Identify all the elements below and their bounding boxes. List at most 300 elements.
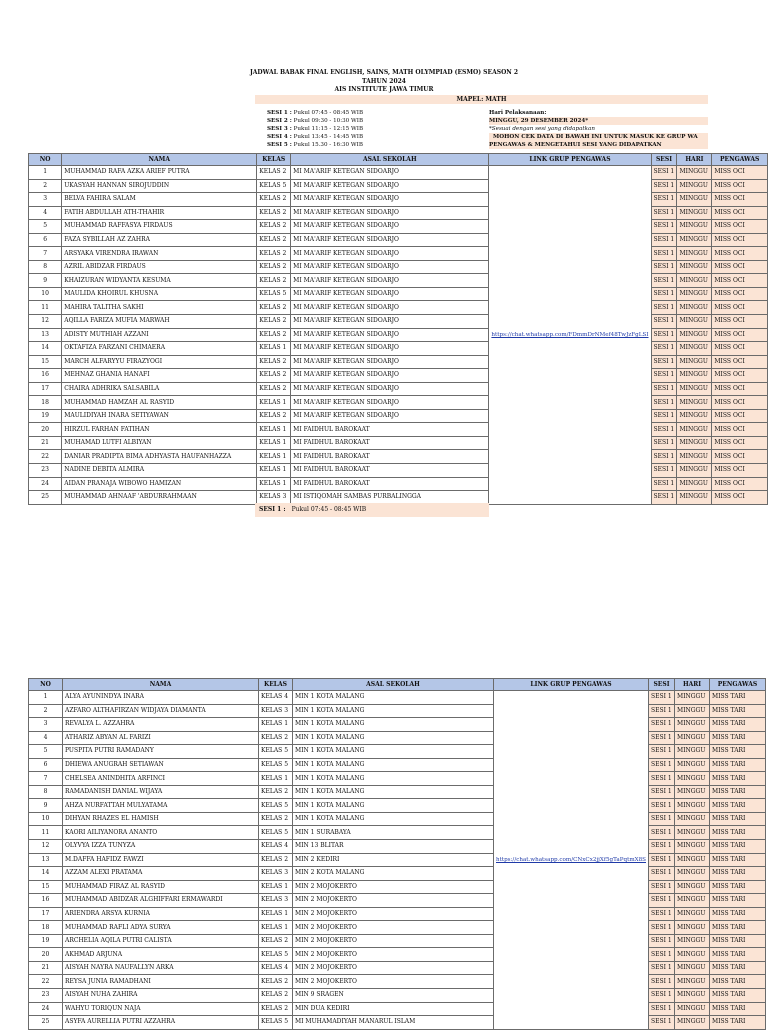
student-class: KELAS 2: [257, 409, 291, 423]
day-cell: MINGGU: [675, 975, 710, 989]
row-number: 3: [29, 193, 62, 207]
school-name: MIN 2 MOJOKERTO: [293, 907, 494, 921]
student-class: KELAS 2: [257, 382, 291, 396]
day-cell: MINGGU: [675, 853, 710, 867]
supervisor-cell: MISS OCI: [712, 328, 768, 342]
student-name: ALYA AYUNINDYA INARA: [63, 691, 259, 705]
supervisor-cell: MISS OCI: [712, 450, 768, 464]
school-name: MI FAIDHUL BAROKAAT: [291, 423, 489, 437]
table-row: [29, 328, 768, 342]
school-name: MI MA'ARIF KETEGAN SIDOARJO: [291, 328, 489, 342]
student-name: DIHYAN RHAZES EL HAMISH: [63, 812, 259, 826]
row-number: 14: [29, 867, 63, 881]
school-name: MIN 2 MOJOKERTO: [293, 934, 494, 948]
table-row: [29, 396, 768, 410]
table-row: [29, 206, 768, 220]
supervisor-cell: MISS OCI: [712, 206, 768, 220]
row-number: 9: [29, 274, 62, 288]
student-name: MUHAMMAD FIRAZ AL RASYID: [63, 880, 259, 894]
student-class: KELAS 3: [259, 894, 293, 908]
day-cell: MINGGU: [677, 287, 712, 301]
day-cell: MINGGU: [677, 166, 712, 180]
student-class: KELAS 1: [259, 921, 293, 935]
supervisor-cell: MISS TARI: [710, 934, 766, 948]
row-number: 13: [29, 328, 62, 342]
row-number: 25: [29, 491, 62, 505]
day-cell: MINGGU: [677, 328, 712, 342]
column-header: NAMA: [62, 154, 257, 166]
table-row: [29, 247, 768, 261]
session-cell: SESI 1: [649, 772, 675, 786]
school-name: MIN 1 SURABAYA: [293, 826, 494, 840]
table-row: [29, 193, 768, 207]
column-header: LINK GRUP PENGAWAS: [489, 154, 651, 166]
student-name: AISYAH NUHA ZAHIRA: [63, 989, 259, 1003]
supervisor-cell: MISS TARI: [710, 975, 766, 989]
column-header: LINK GRUP PENGAWAS: [494, 679, 649, 691]
school-name: MIN 2 MOJOKERTO: [293, 948, 494, 962]
table-row: [29, 260, 768, 274]
table-row: [29, 301, 768, 315]
student-class: KELAS 2: [257, 355, 291, 369]
supervisor-cell: MISS TARI: [710, 853, 766, 867]
table-row: [29, 894, 766, 908]
header-title: JADWAL BABAK FINAL ENGLISH, SAINS, MATH OLYMPIAD (ESMO) SEASON 2: [249, 69, 519, 76]
row-number: 18: [29, 921, 63, 935]
student-name: ADISTY MUTHIAH AZZANI: [62, 328, 257, 342]
supervisor-cell: MISS OCI: [712, 233, 768, 247]
supervisor-cell: MISS OCI: [712, 166, 768, 180]
session-cell: SESI 1: [651, 233, 677, 247]
school-name: MI MA'ARIF KETEGAN SIDOARJO: [291, 179, 489, 193]
table-row: [29, 704, 766, 718]
student-name: AQILLA FARIZA MUFIA MARWAH: [62, 315, 257, 329]
row-number: 16: [29, 369, 62, 383]
supervisor-cell: MISS OCI: [712, 409, 768, 423]
student-class: KELAS 2: [257, 369, 291, 383]
student-class: KELAS 1: [257, 450, 291, 464]
table-row: [29, 409, 768, 423]
student-class: KELAS 2: [259, 934, 293, 948]
column-header: ASAL SEKOLAH: [293, 679, 494, 691]
supervisor-cell: MISS TARI: [710, 799, 766, 813]
student-class: KELAS 4: [259, 840, 293, 854]
student-class: KELAS 2: [259, 853, 293, 867]
student-name: AZZAM ALEXI PRATAMA: [63, 867, 259, 881]
school-name: MIN 1 KOTA MALANG: [293, 704, 494, 718]
row-number: 6: [29, 758, 63, 772]
row-number: 25: [29, 1016, 63, 1030]
student-name: KAORI AILIYANORA ANANTO: [63, 826, 259, 840]
row-number: 11: [29, 826, 63, 840]
session-cell: SESI 1: [651, 382, 677, 396]
supervisor-cell: MISS TARI: [710, 691, 766, 705]
table-row: [29, 826, 766, 840]
table-row: [29, 423, 768, 437]
day-cell: MINGGU: [675, 1002, 710, 1016]
student-class: KELAS 5: [259, 745, 293, 759]
info-instruction-2: PENGAWAS & MENGETAHUI SESI YANG DIDAPATKAN: [489, 141, 708, 149]
school-name: MI FAIDHUL BAROKAAT: [291, 464, 489, 478]
session-cell: SESI 1: [649, 975, 675, 989]
student-class: KELAS 1: [257, 464, 291, 478]
row-number: 12: [29, 315, 62, 329]
day-cell: MINGGU: [675, 826, 710, 840]
day-cell: MINGGU: [677, 436, 712, 450]
row-number: 16: [29, 894, 63, 908]
row-number: 23: [29, 989, 63, 1003]
session-cell: SESI 1: [649, 718, 675, 732]
school-name: MIN 1 KOTA MALANG: [293, 731, 494, 745]
row-number: 8: [29, 785, 63, 799]
student-class: KELAS 5: [257, 179, 291, 193]
supervisor-cell: MISS TARI: [710, 894, 766, 908]
supervisor-cell: MISS OCI: [712, 491, 768, 505]
table-row: [29, 233, 768, 247]
session-cell: SESI 1: [649, 853, 675, 867]
table-row: [29, 934, 766, 948]
column-header: NO: [29, 679, 63, 691]
column-header: SESI: [651, 154, 677, 166]
student-name: MAULIDA KHOIRUL KHUSNA: [62, 287, 257, 301]
row-number: 18: [29, 396, 62, 410]
table-row: [29, 731, 766, 745]
row-number: 7: [29, 772, 63, 786]
student-name: MUHAMAD LUTFI ALBIYAN: [62, 436, 257, 450]
row-number: 21: [29, 436, 62, 450]
table-row: [29, 880, 766, 894]
column-header: KELAS: [259, 679, 293, 691]
supervisor-cell: MISS TARI: [710, 812, 766, 826]
supervisor-cell: MISS TARI: [710, 989, 766, 1003]
execution-info: [489, 109, 708, 149]
student-name: FATIH ABDULLAH ATH-THAHIR: [62, 206, 257, 220]
student-class: KELAS 2: [257, 260, 291, 274]
student-class: KELAS 2: [257, 233, 291, 247]
school-name: MIN 1 KOTA MALANG: [293, 691, 494, 705]
day-cell: MINGGU: [675, 812, 710, 826]
school-name: MI MA'ARIF KETEGAN SIDOARJO: [291, 166, 489, 180]
session-cell: SESI 1: [651, 220, 677, 234]
student-class: KELAS 2: [257, 206, 291, 220]
student-class: KELAS 5: [257, 287, 291, 301]
student-class: KELAS 1: [259, 907, 293, 921]
day-cell: MINGGU: [675, 691, 710, 705]
supervisor-cell: MISS OCI: [712, 369, 768, 383]
school-name: MIN 2 MOJOKERTO: [293, 975, 494, 989]
participants-table-2: [28, 678, 766, 1030]
whatsapp-group-link-cell: [494, 691, 649, 1030]
student-name: BELVA FAHIRA SALAM: [62, 193, 257, 207]
session-cell: SESI 1: [649, 907, 675, 921]
row-number: 17: [29, 382, 62, 396]
row-number: 22: [29, 975, 63, 989]
supervisor-cell: MISS OCI: [712, 355, 768, 369]
table-row: [29, 989, 766, 1003]
session-row: SESI 5 : Pukul 15.30 - 16:30 WIB: [267, 142, 363, 149]
row-number: 11: [29, 301, 62, 315]
day-cell: MINGGU: [675, 758, 710, 772]
student-name: AISYAH NAYRA NAUFALLYN ARKA: [63, 961, 259, 975]
session-cell: SESI 1: [651, 247, 677, 261]
school-name: MI MA'ARIF KETEGAN SIDOARJO: [291, 369, 489, 383]
student-class: KELAS 2: [259, 731, 293, 745]
day-cell: MINGGU: [677, 382, 712, 396]
row-number: 5: [29, 745, 63, 759]
day-cell: MINGGU: [675, 921, 710, 935]
supervisor-cell: MISS TARI: [710, 731, 766, 745]
table-row: [29, 745, 766, 759]
table-row: [29, 812, 766, 826]
student-class: KELAS 2: [257, 166, 291, 180]
supervisor-cell: MISS TARI: [710, 826, 766, 840]
table-header-row: [29, 679, 766, 691]
whatsapp-group-link[interactable]: https://chat.whatsapp.com/FDmmDrNMef48TwJzFgLSI: [491, 331, 649, 338]
session-cell: SESI 1: [651, 287, 677, 301]
school-name: MI MA'ARIF KETEGAN SIDOARJO: [291, 220, 489, 234]
school-name: MIN 2 MOJOKERTO: [293, 880, 494, 894]
supervisor-cell: MISS TARI: [710, 745, 766, 759]
day-cell: MINGGU: [675, 948, 710, 962]
day-cell: MINGGU: [677, 247, 712, 261]
student-class: KELAS 3: [257, 491, 291, 505]
student-name: DHIEWA ANUGRAH SETIAWAN: [63, 758, 259, 772]
student-name: AZFARO ALTHAFIRZAN WIDJAYA DIAMANTA: [63, 704, 259, 718]
info-date: MINGGU, 29 DESEMBER 2024*: [489, 117, 708, 125]
session-cell: SESI 1: [649, 840, 675, 854]
whatsapp-group-link[interactable]: https://chat.whatsapp.com/CNxCx2jjXf5gTaPqtmX8S: [496, 856, 646, 863]
student-name: UKASYAH HANNAN SIROJUDDIN: [62, 179, 257, 193]
session-cell: SESI 1: [649, 826, 675, 840]
session-cell: SESI 1: [651, 193, 677, 207]
row-number: 24: [29, 477, 62, 491]
day-cell: MINGGU: [675, 907, 710, 921]
student-name: MARCH ALFARYYU FIRAZYOGI: [62, 355, 257, 369]
day-cell: MINGGU: [675, 1016, 710, 1030]
day-cell: MINGGU: [677, 301, 712, 315]
session-cell: SESI 1: [651, 355, 677, 369]
student-name: MUHAMMAD RAFA AZKA ARIEF PUTRA: [62, 166, 257, 180]
day-cell: MINGGU: [677, 355, 712, 369]
school-name: MIN 1 KOTA MALANG: [293, 785, 494, 799]
supervisor-cell: MISS TARI: [710, 718, 766, 732]
day-cell: MINGGU: [675, 989, 710, 1003]
row-number: 2: [29, 704, 63, 718]
table-row: [29, 1002, 766, 1016]
student-class: KELAS 5: [259, 758, 293, 772]
info-note: *Sesuai dengan sesi yang didapatkan: [489, 126, 595, 133]
table-row: [29, 274, 768, 288]
column-header: HARI: [675, 679, 710, 691]
table-row: [29, 369, 768, 383]
table-row: [29, 179, 768, 193]
session-cell: SESI 1: [651, 464, 677, 478]
day-cell: MINGGU: [677, 206, 712, 220]
student-class: KELAS 1: [257, 396, 291, 410]
supervisor-cell: MISS OCI: [712, 382, 768, 396]
student-name: MEHNAZ GHANIA HANAFI: [62, 369, 257, 383]
student-name: AHZA NURFATTAH MULYATAMA: [63, 799, 259, 813]
table-row: [29, 464, 768, 478]
student-class: KELAS 2: [257, 328, 291, 342]
supervisor-cell: MISS TARI: [710, 785, 766, 799]
table-row: [29, 436, 768, 450]
student-name: KHAIZURAN WIDYANTA KESUMA: [62, 274, 257, 288]
session-cell: SESI 1: [649, 961, 675, 975]
supervisor-cell: MISS TARI: [710, 961, 766, 975]
supervisor-cell: MISS OCI: [712, 423, 768, 437]
supervisor-cell: MISS OCI: [712, 477, 768, 491]
supervisor-cell: MISS OCI: [712, 193, 768, 207]
school-name: MI MA'ARIF KETEGAN SIDOARJO: [291, 233, 489, 247]
day-cell: MINGGU: [677, 220, 712, 234]
row-number: 9: [29, 799, 63, 813]
student-class: KELAS 2: [257, 274, 291, 288]
supervisor-cell: MISS OCI: [712, 342, 768, 356]
row-number: 22: [29, 450, 62, 464]
session-cell: SESI 1: [651, 274, 677, 288]
row-number: 12: [29, 840, 63, 854]
supervisor-cell: MISS TARI: [710, 840, 766, 854]
student-class: KELAS 5: [259, 948, 293, 962]
session-cell: SESI 1: [651, 409, 677, 423]
day-cell: MINGGU: [677, 193, 712, 207]
student-name: RAMADANISH DANIAL WIJAYA: [63, 785, 259, 799]
row-number: 4: [29, 206, 62, 220]
row-number: 3: [29, 718, 63, 732]
day-cell: MINGGU: [677, 315, 712, 329]
school-name: MIN 1 KOTA MALANG: [293, 745, 494, 759]
supervisor-cell: MISS TARI: [710, 772, 766, 786]
supervisor-cell: MISS TARI: [710, 921, 766, 935]
supervisor-cell: MISS TARI: [710, 948, 766, 962]
supervisor-cell: MISS TARI: [710, 867, 766, 881]
session-cell: SESI 1: [649, 1016, 675, 1030]
session-cell: SESI 1: [651, 450, 677, 464]
column-header: ASAL SEKOLAH: [291, 154, 489, 166]
info-instruction-1: MOHON CEK DATA DI BAWAH INI UNTUK MASUK KE GRUP WA: [489, 133, 708, 141]
day-cell: MINGGU: [675, 745, 710, 759]
school-name: MI FAIDHUL BAROKAAT: [291, 477, 489, 491]
day-cell: MINGGU: [675, 785, 710, 799]
school-name: MI MA'ARIF KETEGAN SIDOARJO: [291, 206, 489, 220]
row-number: 20: [29, 948, 63, 962]
day-cell: MINGGU: [677, 396, 712, 410]
row-number: 15: [29, 880, 63, 894]
table-row: [29, 975, 766, 989]
student-name: CHAIRA ADHRIKA SALSABILA: [62, 382, 257, 396]
school-name: MIN 1 KOTA MALANG: [293, 812, 494, 826]
column-header: KELAS: [257, 154, 291, 166]
supervisor-cell: MISS OCI: [712, 220, 768, 234]
school-name: MI MA'ARIF KETEGAN SIDOARJO: [291, 315, 489, 329]
session-cell: SESI 1: [651, 342, 677, 356]
school-name: MIN DUA KEDIRI: [293, 1002, 494, 1016]
student-class: KELAS 3: [259, 704, 293, 718]
participants-table-1: [28, 153, 768, 505]
student-class: KELAS 2: [257, 247, 291, 261]
student-class: KELAS 2: [257, 220, 291, 234]
school-name: MI MA'ARIF KETEGAN SIDOARJO: [291, 382, 489, 396]
row-number: 5: [29, 220, 62, 234]
day-cell: MINGGU: [675, 840, 710, 854]
student-class: KELAS 1: [259, 772, 293, 786]
session-row: SESI 4 : Pukul 13:45 - 14:45 WIB: [267, 134, 364, 141]
school-name: MI MA'ARIF KETEGAN SIDOARJO: [291, 260, 489, 274]
school-name: MI MUHAMADIYAH MANARUL ISLAM: [293, 1016, 494, 1030]
row-number: 6: [29, 233, 62, 247]
supervisor-cell: MISS OCI: [712, 436, 768, 450]
supervisor-cell: MISS OCI: [712, 396, 768, 410]
table-row: [29, 718, 766, 732]
session-row: SESI 3 : Pukul 11:15 - 12:15 WIB: [267, 126, 364, 133]
student-name: MUHAMMAD RAFFASYA FIRDAUS: [62, 220, 257, 234]
student-name: ATHARIZ ABYAN AL FARIZI: [63, 731, 259, 745]
school-name: MI FAIDHUL BAROKAAT: [291, 436, 489, 450]
row-number: 7: [29, 247, 62, 261]
session-cell: SESI 1: [649, 989, 675, 1003]
table-row: [29, 382, 768, 396]
column-header: NO: [29, 154, 62, 166]
day-cell: MINGGU: [677, 464, 712, 478]
school-name: MI MA'ARIF KETEGAN SIDOARJO: [291, 193, 489, 207]
row-number: 19: [29, 409, 62, 423]
row-number: 15: [29, 355, 62, 369]
document-header: [0, 69, 768, 95]
session-cell: SESI 1: [649, 731, 675, 745]
student-name: MUHAMMAD ABIDZAR ALGHIFFARI ERMAWARDI: [63, 894, 259, 908]
row-number: 1: [29, 166, 62, 180]
session-cell: SESI 1: [651, 166, 677, 180]
student-class: KELAS 1: [259, 880, 293, 894]
school-name: MIN 2 MOJOKERTO: [293, 961, 494, 975]
student-name: MAHIRA TALITHA SAKHI: [62, 301, 257, 315]
supervisor-cell: MISS OCI: [712, 287, 768, 301]
supervisor-cell: MISS OCI: [712, 179, 768, 193]
student-class: KELAS 2: [259, 989, 293, 1003]
student-name: ARSYAKA VIRENDRA IRAWAN: [62, 247, 257, 261]
student-name: MUHAMMAD RAFLI ADYA SURYA: [63, 921, 259, 935]
session-cell: SESI 1: [651, 491, 677, 505]
school-name: MI FAIDHUL BAROKAAT: [291, 450, 489, 464]
student-class: KELAS 2: [259, 785, 293, 799]
school-name: MIN 1 KOTA MALANG: [293, 718, 494, 732]
student-name: AZRIL ABIDZAR FIRDAUS: [62, 260, 257, 274]
table-header-row: [29, 154, 768, 166]
session-cell: SESI 1: [649, 880, 675, 894]
student-class: KELAS 2: [259, 1002, 293, 1016]
table-row: [29, 853, 766, 867]
student-name: OKTAFIZA FARZANI CHIMAERA: [62, 342, 257, 356]
session-cell: SESI 1: [649, 934, 675, 948]
header-year: TAHUN 2024: [362, 77, 406, 85]
session-cell: SESI 1: [651, 301, 677, 315]
session-cell: SESI 1: [649, 921, 675, 935]
session-cell: SESI 1: [651, 206, 677, 220]
day-cell: MINGGU: [677, 423, 712, 437]
student-class: KELAS 2: [257, 193, 291, 207]
session-cell: SESI 1: [649, 745, 675, 759]
session-cell: SESI 1: [651, 260, 677, 274]
student-class: KELAS 4: [259, 961, 293, 975]
day-cell: MINGGU: [677, 409, 712, 423]
table-row: [29, 799, 766, 813]
column-header: PENGAWAS: [712, 154, 768, 166]
day-cell: MINGGU: [675, 772, 710, 786]
day-cell: MINGGU: [675, 799, 710, 813]
student-class: KELAS 4: [259, 691, 293, 705]
school-name: MI MA'ARIF KETEGAN SIDOARJO: [291, 409, 489, 423]
